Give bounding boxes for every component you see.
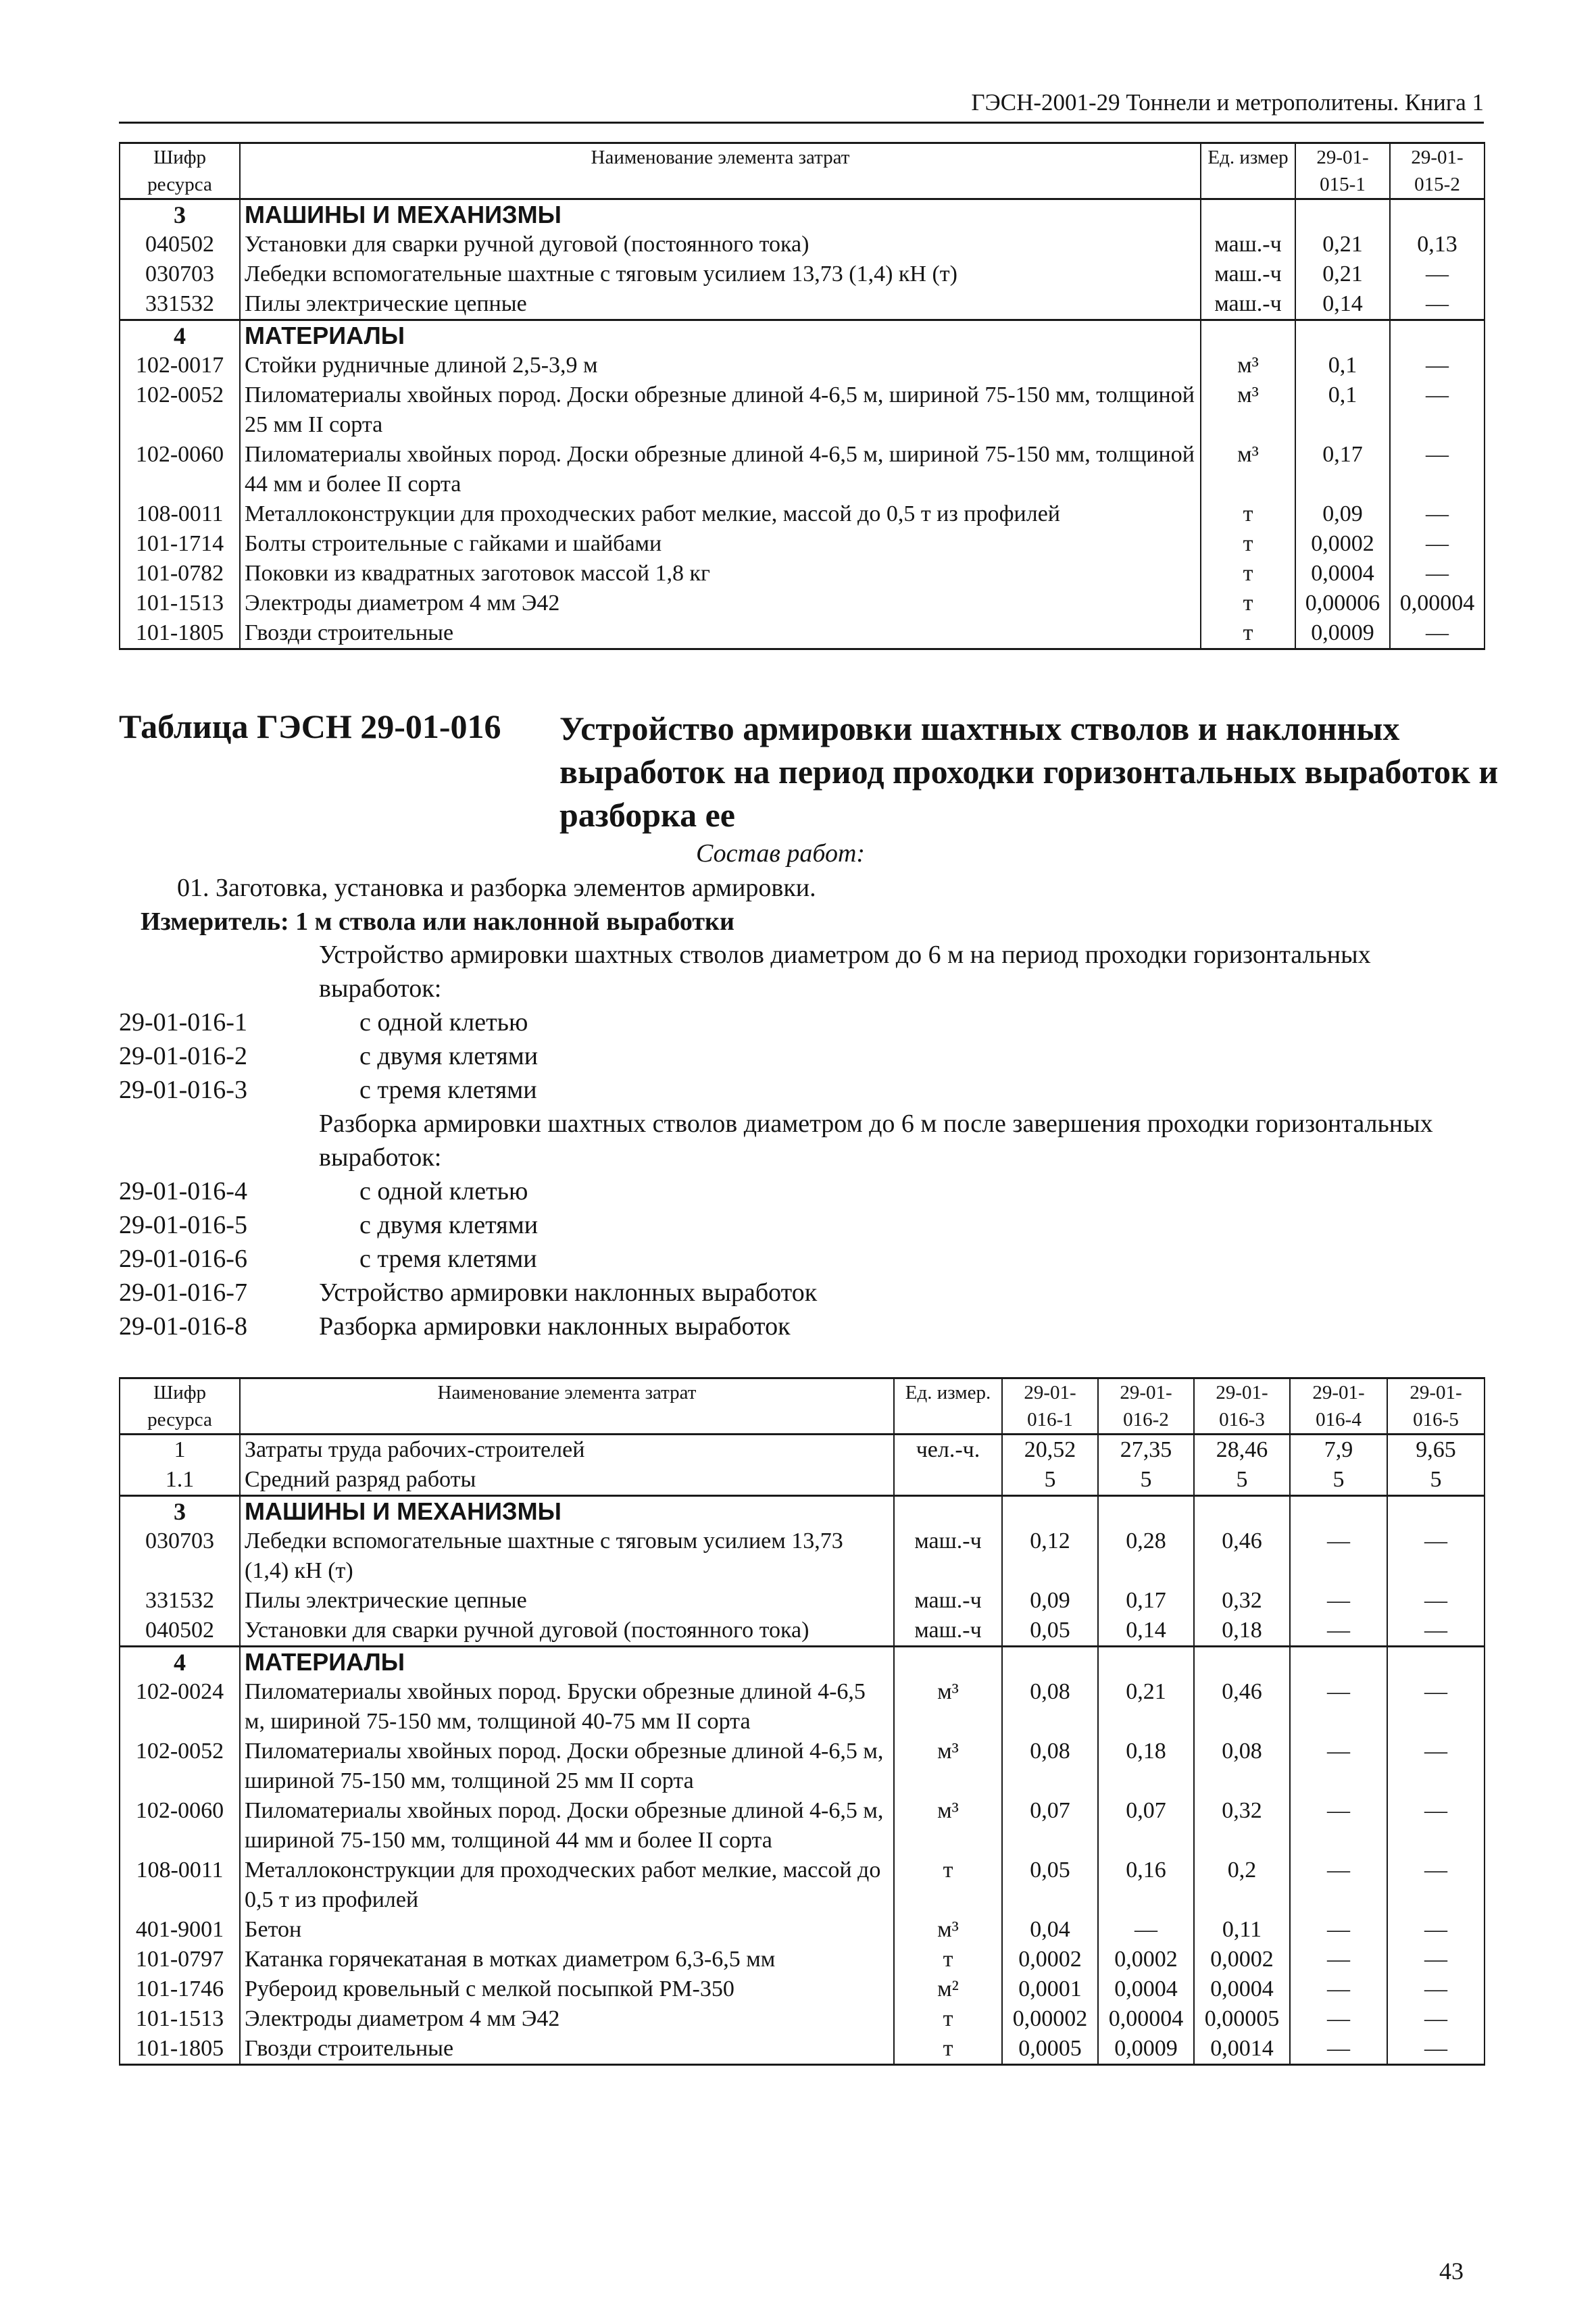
running-header: ГЭСН-2001-29 Тоннели и метрополитены. Книга 1: [119, 89, 1484, 124]
value-cell: 0,0009: [1295, 618, 1390, 649]
table-row: [120, 230, 1485, 259]
table-row: [120, 618, 1485, 649]
resource-name: Поковки из квадратных заготовок массой 1,8 кг: [240, 559, 1201, 589]
value-cell: 0,1: [1295, 351, 1390, 380]
norm-text: с тремя клетями: [359, 1245, 537, 1273]
value-cell: 0,0005: [1002, 2034, 1098, 2065]
unit-cell: маш.-ч: [894, 1616, 1002, 1647]
list-item: [119, 1208, 1484, 1242]
resource-code: 102-0060: [120, 1796, 240, 1856]
value-cell: 20,52: [1002, 1435, 1098, 1466]
resource-table-016: [119, 1377, 1485, 2066]
value-cell: 0,32: [1194, 1586, 1290, 1616]
unit-cell: т: [894, 2034, 1002, 2065]
unit-cell: м³: [894, 1737, 1002, 1796]
value-cell: 0,17: [1098, 1586, 1194, 1616]
resource-code: 331532: [120, 289, 240, 320]
resource-name: МАШИНЫ И МЕХАНИЗМЫ: [240, 1496, 894, 1527]
value-cell: 0,04: [1002, 1915, 1098, 1945]
unit-cell: м³: [894, 1796, 1002, 1856]
resource-name: Затраты труда рабочих-строителей: [240, 1435, 894, 1466]
header-col-2: 29-01-016-2: [1098, 1378, 1194, 1435]
value-cell: 0,16: [1098, 1856, 1194, 1915]
value-cell: —: [1390, 289, 1485, 320]
table-row: [120, 1796, 1485, 1856]
resource-name: Пиломатериалы хвойных пород. Бруски обрезные длиной 4-6,5 м, шириной 75-150 мм, толщиной 40-75 мм II сорта: [240, 1677, 894, 1737]
value-cell: 0,08: [1194, 1737, 1290, 1796]
table-label: Таблица ГЭСН 29-01-016: [119, 707, 501, 745]
unit-cell: м³: [1201, 380, 1295, 440]
list-item: [119, 1174, 1484, 1208]
unit-cell: маш.-ч: [894, 1526, 1002, 1586]
unit-cell: [1201, 320, 1295, 351]
value-cell: [1390, 320, 1485, 351]
value-cell: 0,17: [1295, 440, 1390, 499]
header-code: Шифр ресурса: [120, 143, 240, 199]
value-cell: 0,18: [1098, 1737, 1194, 1796]
value-cell: 5: [1290, 1465, 1387, 1496]
unit-cell: [894, 1496, 1002, 1527]
table-row: [120, 2004, 1485, 2034]
unit-cell: чел.-ч.: [894, 1435, 1002, 1466]
value-cell: 0,07: [1098, 1796, 1194, 1856]
table-row: [120, 1435, 1485, 1466]
value-cell: 0,00005: [1194, 2004, 1290, 2034]
resource-name: МАТЕРИАЛЫ: [240, 320, 1201, 351]
unit-cell: т: [1201, 529, 1295, 559]
value-cell: —: [1387, 1856, 1485, 1915]
table-row: [120, 1915, 1485, 1945]
resource-name: Стойки рудничные длиной 2,5-3,9 м: [240, 351, 1201, 380]
value-cell: [1295, 320, 1390, 351]
value-cell: —: [1387, 1945, 1485, 1974]
resource-code: 331532: [120, 1586, 240, 1616]
unit-cell: т: [1201, 589, 1295, 618]
value-cell: —: [1290, 1945, 1387, 1974]
value-cell: —: [1390, 559, 1485, 589]
resource-name: Лебедки вспомогательные шахтные с тяговым усилием 13,73 (1,4) кН (т): [240, 1526, 894, 1586]
resource-code: 101-0797: [120, 1945, 240, 1974]
header-col-4: 29-01-016-4: [1290, 1378, 1387, 1435]
table-row: [120, 1616, 1485, 1647]
value-cell: 28,46: [1194, 1435, 1290, 1466]
value-cell: 0,32: [1194, 1796, 1290, 1856]
value-cell: 7,9: [1290, 1435, 1387, 1466]
value-cell: —: [1387, 1616, 1485, 1647]
norm-text: Устройство армировки наклонных выработок: [319, 1278, 818, 1307]
value-cell: —: [1290, 1915, 1387, 1945]
table-body: [120, 1435, 1485, 2065]
value-cell: —: [1390, 499, 1485, 529]
value-cell: [1098, 1647, 1194, 1678]
norm-code: 29-01-016-1: [119, 1008, 247, 1037]
unit-cell: маш.-ч: [894, 1586, 1002, 1616]
value-cell: —: [1387, 1737, 1485, 1796]
unit-cell: маш.-ч: [1201, 259, 1295, 289]
value-cell: 0,1: [1295, 380, 1390, 440]
resource-code: 101-1513: [120, 589, 240, 618]
unit-cell: м³: [894, 1915, 1002, 1945]
value-cell: 0,08: [1002, 1677, 1098, 1737]
resource-name: МАТЕРИАЛЫ: [240, 1647, 894, 1678]
value-cell: 0,28: [1098, 1526, 1194, 1586]
resource-code: 102-0052: [120, 1737, 240, 1796]
table-body: [120, 199, 1485, 649]
value-cell: 0,00004: [1098, 2004, 1194, 2034]
resource-code: 040502: [120, 1616, 240, 1647]
resource-name: Металлоконструкции для проходческих работ мелкие, массой до 0,5 т из профилей: [240, 1856, 894, 1915]
header-col-2: 29-01-015-2: [1390, 143, 1485, 199]
resource-code: 101-1746: [120, 1974, 240, 2004]
value-cell: —: [1290, 1616, 1387, 1647]
value-cell: —: [1387, 1586, 1485, 1616]
value-cell: 0,18: [1194, 1616, 1290, 1647]
meter-line: Измеритель: 1 м ствола или наклонной выработки: [141, 907, 734, 936]
value-cell: —: [1390, 618, 1485, 649]
value-cell: 0,46: [1194, 1677, 1290, 1737]
value-cell: 0,00006: [1295, 589, 1390, 618]
resource-name: Катанка горячекатаная в мотках диаметром 6,3-6,5 мм: [240, 1945, 894, 1974]
list-item: [119, 1073, 1484, 1107]
header-col-1: 29-01-016-1: [1002, 1378, 1098, 1435]
value-cell: —: [1387, 2034, 1485, 2065]
group-heading-install: Устройство армировки шахтных стволов диаметром до 6 м на период проходки горизонтальных выработок:: [319, 941, 1371, 1003]
table-row: [120, 529, 1485, 559]
resource-name: Лебедки вспомогательные шахтные с тяговым усилием 13,73 (1,4) кН (т): [240, 259, 1201, 289]
value-cell: 5: [1098, 1465, 1194, 1496]
unit-cell: т: [1201, 499, 1295, 529]
resource-name: Пиломатериалы хвойных пород. Доски обрезные длиной 4-6,5 м, шириной 75-150 мм, толщиной 25 мм II сорта: [240, 1737, 894, 1796]
section-row: [120, 1647, 1485, 1678]
resource-name: Пилы электрические цепные: [240, 1586, 894, 1616]
value-cell: 0,21: [1098, 1677, 1194, 1737]
value-cell: 5: [1387, 1465, 1485, 1496]
value-cell: —: [1290, 1796, 1387, 1856]
unit-cell: т: [1201, 618, 1295, 649]
table-row: [120, 1465, 1485, 1496]
resource-code: 101-1805: [120, 618, 240, 649]
value-cell: 0,09: [1002, 1586, 1098, 1616]
value-cell: 0,05: [1002, 1616, 1098, 1647]
resource-table-015: [119, 142, 1485, 650]
value-cell: 0,0002: [1194, 1945, 1290, 1974]
resource-name: МАШИНЫ И МЕХАНИЗМЫ: [240, 199, 1201, 230]
value-cell: 0,0002: [1295, 529, 1390, 559]
value-cell: 0,0001: [1002, 1974, 1098, 2004]
value-cell: —: [1290, 1586, 1387, 1616]
table-row: [120, 351, 1485, 380]
norm-code: 29-01-016-8: [119, 1312, 247, 1341]
unit-cell: т: [894, 2004, 1002, 2034]
resource-name: Средний разряд работы: [240, 1465, 894, 1496]
resource-code: 102-0052: [120, 380, 240, 440]
resource-code: 108-0011: [120, 1856, 240, 1915]
value-cell: 0,21: [1295, 259, 1390, 289]
table-row: [120, 1526, 1485, 1586]
value-cell: —: [1390, 529, 1485, 559]
resource-code: 101-1805: [120, 2034, 240, 2065]
resource-code: 101-0782: [120, 559, 240, 589]
table-row: [120, 499, 1485, 529]
resource-name: Электроды диаметром 4 мм Э42: [240, 589, 1201, 618]
resource-name: Бетон: [240, 1915, 894, 1945]
unit-cell: [894, 1647, 1002, 1678]
resource-code: 040502: [120, 230, 240, 259]
norm-text: с двумя клетями: [359, 1042, 539, 1070]
value-cell: 0,0002: [1098, 1945, 1194, 1974]
unit-cell: т: [894, 1856, 1002, 1915]
norm-code: 29-01-016-6: [119, 1245, 247, 1273]
table-row: [120, 1974, 1485, 2004]
value-cell: [1387, 1496, 1485, 1527]
value-cell: [1194, 1647, 1290, 1678]
value-cell: 0,46: [1194, 1526, 1290, 1586]
value-cell: 0,13: [1390, 230, 1485, 259]
norm-code: 29-01-016-7: [119, 1278, 247, 1307]
value-cell: —: [1387, 1677, 1485, 1737]
resource-name: Рубероид кровельный с мелкой посыпкой РМ-350: [240, 1974, 894, 2004]
value-cell: [1002, 1496, 1098, 1527]
norm-code: 29-01-016-3: [119, 1076, 247, 1104]
work-item: 01. Заготовка, установка и разборка элементов армировки.: [177, 874, 816, 902]
resource-name: Установки для сварки ручной дуговой (постоянного тока): [240, 1616, 894, 1647]
value-cell: 0,09: [1295, 499, 1390, 529]
unit-cell: м³: [894, 1677, 1002, 1737]
list-item: [119, 1039, 1484, 1073]
value-cell: 0,00002: [1002, 2004, 1098, 2034]
value-cell: —: [1387, 1974, 1485, 2004]
header-unit: Ед. измер.: [894, 1378, 1002, 1435]
unit-cell: [894, 1465, 1002, 1496]
norm-text: с одной клетью: [359, 1177, 528, 1205]
table-row: [120, 1586, 1485, 1616]
value-cell: [1390, 199, 1485, 230]
list-item: [119, 1242, 1484, 1276]
value-cell: 0,05: [1002, 1856, 1098, 1915]
list-item: [119, 1005, 1484, 1039]
value-cell: —: [1390, 259, 1485, 289]
value-cell: —: [1290, 1856, 1387, 1915]
value-cell: 0,12: [1002, 1526, 1098, 1586]
unit-cell: [1201, 199, 1295, 230]
value-cell: [1290, 1496, 1387, 1527]
value-cell: —: [1387, 2004, 1485, 2034]
resource-code: 101-1513: [120, 2004, 240, 2034]
list-item: [119, 1310, 1484, 1343]
norm-code: 29-01-016-2: [119, 1042, 247, 1070]
header-unit: Ед. измер: [1201, 143, 1295, 199]
resource-code: 4: [120, 320, 240, 351]
resource-code: 102-0017: [120, 351, 240, 380]
resource-code: 030703: [120, 1526, 240, 1586]
norm-list: [119, 938, 1484, 1343]
value-cell: [1290, 1647, 1387, 1678]
value-cell: [1098, 1496, 1194, 1527]
resource-code: 108-0011: [120, 499, 240, 529]
value-cell: —: [1290, 1974, 1387, 2004]
value-cell: —: [1290, 2034, 1387, 2065]
resource-code: 102-0060: [120, 440, 240, 499]
table-row: [120, 1945, 1485, 1974]
table-row: [120, 1856, 1485, 1915]
resource-name: Гвозди строительные: [240, 618, 1201, 649]
value-cell: —: [1390, 380, 1485, 440]
list-item: [119, 1276, 1484, 1310]
group-heading-dismantle: Разборка армировки шахтных стволов диаметром до 6 м после завершения проходки горизонтальных выработок:: [319, 1110, 1433, 1172]
section-row: [120, 1496, 1485, 1527]
norm-text: с одной клетью: [359, 1008, 528, 1037]
value-cell: 0,0014: [1194, 2034, 1290, 2065]
value-cell: 5: [1002, 1465, 1098, 1496]
value-cell: 0,21: [1295, 230, 1390, 259]
header-col-5: 29-01-016-5: [1387, 1378, 1485, 1435]
value-cell: 0,0004: [1098, 1974, 1194, 2004]
resource-name: Пилы электрические цепные: [240, 289, 1201, 320]
value-cell: —: [1387, 1796, 1485, 1856]
unit-cell: маш.-ч: [1201, 289, 1295, 320]
resource-name: Металлоконструкции для проходческих работ мелкие, массой до 0,5 т из профилей: [240, 499, 1201, 529]
header-code: Шифр ресурса: [120, 1378, 240, 1435]
value-cell: —: [1390, 351, 1485, 380]
table-title: Устройство армировки шахтных стволов и наклонных выработок на период проходки горизонтальных выработок и разборка ее: [559, 710, 1499, 834]
table-row: [120, 589, 1485, 618]
value-cell: —: [1290, 1737, 1387, 1796]
unit-cell: м³: [1201, 351, 1295, 380]
resource-name: Пиломатериалы хвойных пород. Доски обрезные длиной 4-6,5 м, шириной 75-150 мм, толщиной 44 мм и более II сорта: [240, 440, 1201, 499]
value-cell: 0,0004: [1194, 1974, 1290, 2004]
value-cell: 0,11: [1194, 1915, 1290, 1945]
table-row: [120, 289, 1485, 320]
resource-code: 3: [120, 199, 240, 230]
value-cell: —: [1390, 440, 1485, 499]
value-cell: —: [1290, 1526, 1387, 1586]
resource-name: Гвозди строительные: [240, 2034, 894, 2065]
resource-code: 102-0024: [120, 1677, 240, 1737]
resource-code: 101-1714: [120, 529, 240, 559]
value-cell: 0,00004: [1390, 589, 1485, 618]
norm-code: 29-01-016-4: [119, 1177, 247, 1205]
resource-code: 3: [120, 1496, 240, 1527]
resource-code: 4: [120, 1647, 240, 1678]
value-cell: 0,0009: [1098, 2034, 1194, 2065]
value-cell: [1295, 199, 1390, 230]
unit-cell: м²: [894, 1974, 1002, 2004]
unit-cell: т: [1201, 559, 1295, 589]
value-cell: 0,2: [1194, 1856, 1290, 1915]
resource-code: 1: [120, 1435, 240, 1466]
section-row: [120, 320, 1485, 351]
value-cell: 5: [1194, 1465, 1290, 1496]
norm-text: с тремя клетями: [359, 1076, 537, 1104]
table-row: [120, 259, 1485, 289]
resource-name: Болты строительные с гайками и шайбами: [240, 529, 1201, 559]
unit-cell: м³: [1201, 440, 1295, 499]
norm-text: Разборка армировки наклонных выработок: [319, 1312, 791, 1341]
table-row: [120, 1737, 1485, 1796]
value-cell: [1002, 1647, 1098, 1678]
resource-name: Электроды диаметром 4 мм Э42: [240, 2004, 894, 2034]
value-cell: —: [1387, 1526, 1485, 1586]
value-cell: 0,0002: [1002, 1945, 1098, 1974]
resource-name: Установки для сварки ручной дуговой (постоянного тока): [240, 230, 1201, 259]
resource-code: 030703: [120, 259, 240, 289]
unit-cell: т: [894, 1945, 1002, 1974]
value-cell: 27,35: [1098, 1435, 1194, 1466]
header-name: Наименование элемента затрат: [240, 1378, 894, 1435]
value-cell: 9,65: [1387, 1435, 1485, 1466]
header-col-1: 29-01-015-1: [1295, 143, 1390, 199]
value-cell: 0,07: [1002, 1796, 1098, 1856]
value-cell: —: [1387, 1915, 1485, 1945]
value-cell: 0,14: [1098, 1616, 1194, 1647]
value-cell: [1387, 1647, 1485, 1678]
value-cell: —: [1290, 2004, 1387, 2034]
page-number: 43: [1439, 2258, 1464, 2285]
value-cell: 0,0004: [1295, 559, 1390, 589]
table-row: [120, 380, 1485, 440]
resource-name: Пиломатериалы хвойных пород. Доски обрезные длиной 4-6,5 м, шириной 75-150 мм, толщиной 25 мм II сорта: [240, 380, 1201, 440]
table-row: [120, 440, 1485, 499]
value-cell: 0,14: [1295, 289, 1390, 320]
table-row: [120, 1677, 1485, 1737]
work-composition-heading: Состав работ:: [696, 839, 866, 868]
unit-cell: маш.-ч: [1201, 230, 1295, 259]
resource-name: Пиломатериалы хвойных пород. Доски обрезные длиной 4-6,5 м, шириной 75-150 мм, толщиной 44 мм и более II сорта: [240, 1796, 894, 1856]
table-row: [120, 2034, 1485, 2065]
norm-code: 29-01-016-5: [119, 1211, 247, 1239]
resource-code: 1.1: [120, 1465, 240, 1496]
norm-text: с двумя клетями: [359, 1211, 539, 1239]
section-row: [120, 199, 1485, 230]
value-cell: —: [1290, 1677, 1387, 1737]
value-cell: —: [1098, 1915, 1194, 1945]
resource-code: 401-9001: [120, 1915, 240, 1945]
value-cell: 0,08: [1002, 1737, 1098, 1796]
header-name: Наименование элемента затрат: [240, 143, 1201, 199]
table-row: [120, 559, 1485, 589]
header-col-3: 29-01-016-3: [1194, 1378, 1290, 1435]
value-cell: [1194, 1496, 1290, 1527]
